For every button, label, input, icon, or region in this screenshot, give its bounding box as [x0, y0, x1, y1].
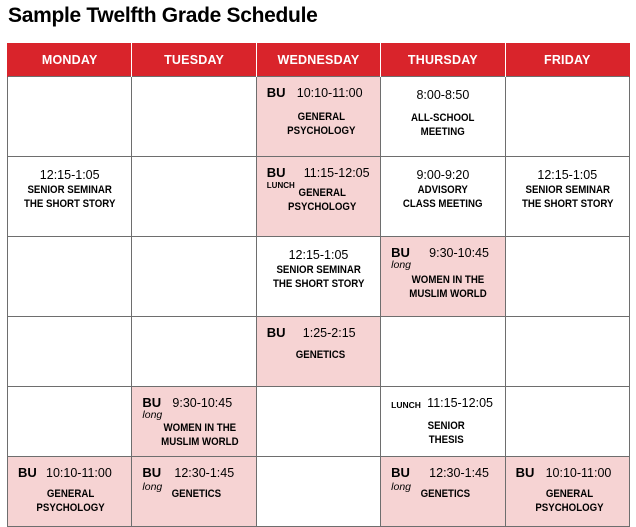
table-row: [8, 457, 630, 527]
class-name-line2: PSYCHOLOGY: [286, 125, 356, 137]
class-name-line1: ADVISORY: [417, 184, 468, 196]
class-cell-senior-thesis: [381, 387, 505, 457]
class-time: 10:10-11:00: [545, 466, 612, 480]
long-label: long: [391, 259, 412, 271]
class-name-line1: GENERAL: [298, 187, 346, 199]
class-name-line1: SENIOR SEMINAR: [27, 184, 112, 196]
empty-cell: [132, 317, 256, 387]
class-name-line2: MUSLIM WORLD: [409, 288, 487, 300]
class-cell-general-psychology: [256, 157, 380, 237]
class-time: 1:25-2:15: [302, 326, 356, 340]
class-cell-all-school-meeting: [381, 77, 505, 157]
table-row: [8, 77, 630, 157]
class-time: 9:00-9:20: [416, 168, 470, 182]
bu-tag: BU: [266, 165, 286, 180]
class-cell-senior-seminar: [8, 157, 132, 237]
empty-cell: [505, 237, 629, 317]
day-header-wednesday: WEDNESDAY: [256, 43, 380, 77]
empty-cell: [505, 317, 629, 387]
class-time: 10:10-11:00: [46, 466, 112, 480]
bu-tag: BU: [391, 245, 410, 260]
class-name-line2: THE SHORT STORY: [272, 278, 365, 290]
long-label: long: [142, 481, 163, 493]
class-name-line1: GENERAL: [46, 488, 95, 500]
table-row: [8, 157, 630, 237]
class-time: 11:15-12:05: [303, 166, 370, 180]
class-cell-general-psychology: [256, 77, 380, 157]
empty-cell: [256, 387, 380, 457]
class-name-line1: SENIOR: [427, 420, 465, 432]
empty-cell: [132, 237, 256, 317]
class-time: 12:30-1:45: [174, 466, 235, 480]
class-name-line2: CLASS MEETING: [403, 198, 483, 210]
class-name-line1: GENETICS: [171, 488, 222, 500]
class-time: 12:15-1:05: [288, 248, 349, 262]
class-name-line2: MUSLIM WORLD: [161, 436, 239, 448]
table-row: [8, 317, 630, 387]
class-cell-women-muslim-world: [381, 237, 505, 317]
class-cell-women-muslim-world: [132, 387, 256, 457]
class-time: 12:30-1:45: [429, 466, 489, 480]
lunch-label: LUNCH: [391, 400, 421, 410]
class-name-line2: MEETING: [420, 126, 465, 138]
empty-cell: [8, 77, 132, 157]
class-name-line2: PSYCHOLOGY: [534, 502, 604, 514]
class-name-line1: GENERAL: [545, 488, 593, 500]
class-time: 8:00-8:50: [416, 88, 470, 102]
bu-tag: BU: [515, 465, 535, 480]
empty-cell: [381, 317, 505, 387]
empty-cell: [8, 387, 132, 457]
table-row: [8, 237, 630, 317]
table-row: [8, 387, 630, 457]
page-title: Sample Twelfth Grade Schedule: [8, 4, 318, 27]
class-time: 9:30-10:45: [172, 396, 233, 410]
class-cell-advisory: [381, 157, 505, 237]
class-time: 10:10-11:00: [296, 86, 363, 100]
class-time: 9:30-10:45: [429, 246, 489, 260]
bu-tag: BU: [142, 465, 162, 480]
class-cell-senior-seminar: [256, 237, 380, 317]
class-cell-senior-seminar: [505, 157, 629, 237]
class-name-line2: THESIS: [428, 434, 464, 446]
long-label: long: [142, 409, 163, 421]
bu-tag: BU: [266, 85, 286, 100]
class-cell-genetics: [381, 457, 505, 527]
empty-cell: [132, 157, 256, 237]
class-name-line1: WOMEN IN THE: [411, 274, 485, 286]
class-name-line1: SENIOR SEMINAR: [525, 184, 610, 196]
class-name-line1: GENETICS: [295, 349, 345, 361]
class-cell-genetics: [132, 457, 256, 527]
lunch-label: LUNCH: [266, 181, 295, 190]
long-label: long: [391, 481, 412, 493]
empty-cell: [132, 77, 256, 157]
class-time: 11:15-12:05: [427, 396, 493, 410]
day-header-friday: FRIDAY: [505, 43, 629, 77]
class-name-line1: GENERAL: [297, 111, 345, 123]
bu-tag: BU: [142, 395, 162, 410]
empty-cell: [505, 77, 629, 157]
empty-cell: [8, 237, 132, 317]
day-header-thursday: THURSDAY: [381, 43, 505, 77]
bu-tag: BU: [266, 325, 286, 340]
day-header-tuesday: TUESDAY: [132, 43, 256, 77]
schedule-table: [7, 43, 630, 527]
class-name-line2: THE SHORT STORY: [23, 198, 116, 210]
bu-tag: BU: [18, 465, 37, 480]
class-name-line1: ALL-SCHOOL: [411, 112, 475, 124]
empty-cell: [256, 457, 380, 527]
class-time: 12:15-1:05: [537, 168, 598, 182]
class-time: 12:15-1:05: [39, 168, 100, 182]
class-name-line2: THE SHORT STORY: [521, 198, 613, 210]
class-name-line2: PSYCHOLOGY: [287, 201, 357, 213]
empty-cell: [8, 317, 132, 387]
class-name-line1: GENETICS: [420, 488, 471, 500]
class-name-line1: SENIOR SEMINAR: [276, 264, 361, 276]
bu-tag: BU: [391, 465, 410, 480]
class-cell-general-psychology: [8, 457, 132, 527]
empty-cell: [505, 387, 629, 457]
class-cell-general-psychology: [505, 457, 629, 527]
class-name-line1: WOMEN IN THE: [163, 422, 237, 434]
class-cell-genetics: [256, 317, 380, 387]
day-header-monday: MONDAY: [8, 43, 132, 77]
header-row: [8, 43, 630, 77]
class-name-line2: PSYCHOLOGY: [36, 502, 105, 514]
